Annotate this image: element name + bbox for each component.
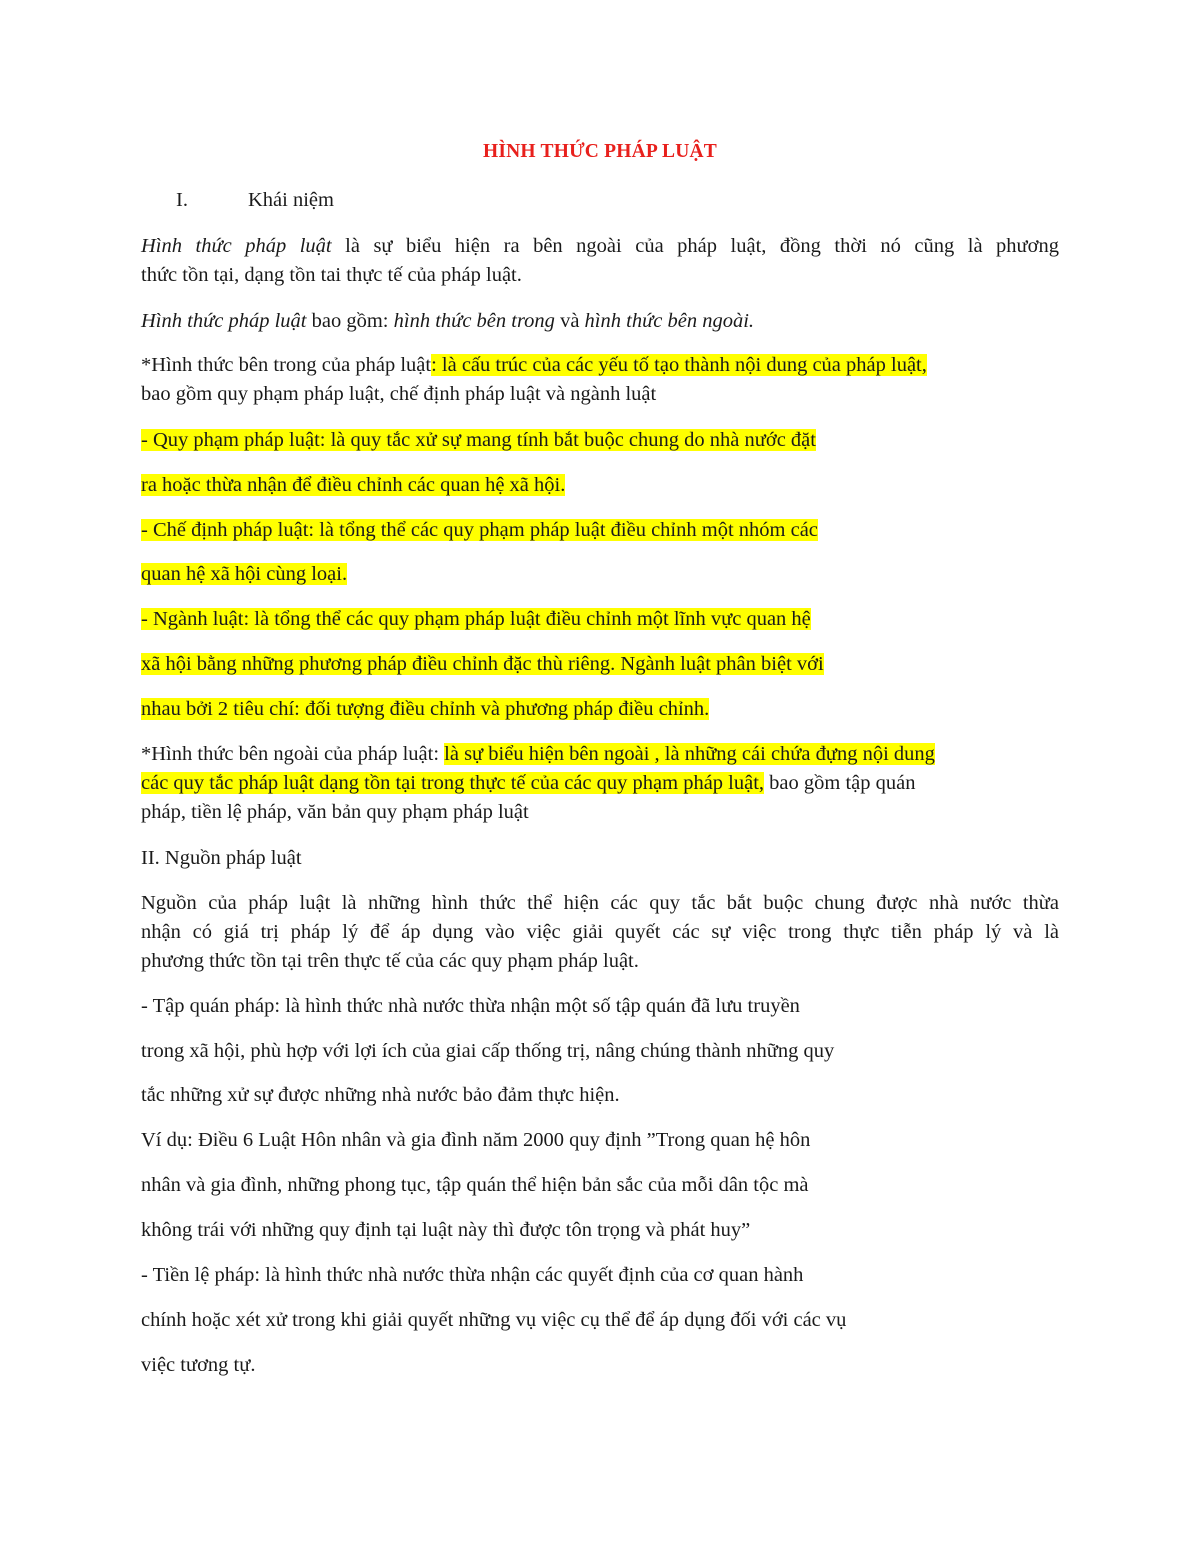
paragraph-outer-form <box>141 770 916 797</box>
paragraph-definition-line: thức tồn tại, dạng tồn tai thực tế của pháp luật. <box>141 264 522 286</box>
body-line: chính hoặc xét xử trong khi giải quyết những vụ việc cụ thể để áp dụng đối với các vụ <box>141 1309 847 1331</box>
body-line: - Tập quán pháp: là hình thức nhà nước thừa nhận một số tập quán đã lưu truyền <box>141 995 800 1017</box>
highlighted-text: quan hệ xã hội cùng loại. <box>141 563 348 585</box>
section-number: I. <box>176 189 188 211</box>
body-line: - Tiền lệ pháp: là hình thức nhà nước thừa nhận các quyết định của cơ quan hành <box>141 1264 804 1286</box>
paragraph-inner-form <box>141 352 927 379</box>
paragraph-source: phương thức tồn tại trên thực tế của các quy phạm pháp luật. <box>141 950 639 972</box>
body-line: trong xã hội, phù hợp với lợi ích của giai cấp thống trị, nâng chúng thành những quy <box>141 1040 835 1062</box>
highlighted-line <box>141 561 347 588</box>
paragraph-inner-form: bao gồm quy phạm pháp luật, chế định pháp luật và ngành luật <box>141 383 657 405</box>
highlighted-text: - Chế định pháp luật: là tổng thể các quy phạm pháp luật điều chỉnh một nhóm các <box>141 519 818 541</box>
body-line: việc tương tự. <box>141 1354 256 1376</box>
highlighted-line <box>141 517 818 544</box>
highlighted-text: ra hoặc thừa nhận để điều chỉnh các quan hệ xã hội. <box>141 474 566 496</box>
document-title: HÌNH THỨC PHÁP LUẬT <box>482 141 718 162</box>
paragraph-definition-line <box>141 233 1059 260</box>
section-heading-2: II. Nguồn pháp luật <box>141 847 302 869</box>
highlighted-text: là sự biểu hiện bên ngoài , là những cái chứa đựng nội dung <box>444 743 935 765</box>
highlighted-text: nhau bởi 2 tiêu chí: đối tượng điều chỉnh và phương pháp điều chỉnh. <box>141 698 710 720</box>
highlighted-line <box>141 696 709 723</box>
highlighted-line <box>141 472 565 499</box>
term: Hình thức pháp luật <box>141 235 332 257</box>
term: hình thức bên trong <box>393 310 555 332</box>
term: hình thức bên ngoài. <box>584 310 755 332</box>
body-line: Ví dụ: Điều 6 Luật Hôn nhân và gia đình năm 2000 quy định ”Trong quan hệ hôn <box>141 1129 811 1151</box>
paragraph-source: nhận có giá trị pháp lý để áp dụng vào việc giải quyết các sự việc trong thực tiễn pháp lý và là <box>141 921 1059 943</box>
term: Hình thức pháp luật <box>141 310 307 332</box>
section-title: Khái niệm <box>248 189 334 211</box>
text-span: bao gồm tập quán <box>764 772 916 794</box>
highlighted-text: : là cấu trúc của các yếu tố tạo thành nội dung của pháp luật, <box>431 354 927 376</box>
text-span: và <box>554 310 585 332</box>
paragraph-source: Nguồn của pháp luật là những hình thức thể hiện các quy tắc bắt buộc chung được nhà nước thừa <box>141 892 1059 914</box>
text-span: *Hình thức bên trong của pháp luật <box>141 354 432 376</box>
paragraph-outer-form: pháp, tiền lệ pháp, văn bản quy phạm pháp luật <box>141 801 529 823</box>
highlighted-line <box>141 651 824 678</box>
text-span: là sự biểu hiện ra bên ngoài của pháp luật, đồng thời nó cũng là phương <box>331 235 1059 257</box>
highlighted-text: xã hội bằng những phương pháp điều chỉnh đặc thù riêng. Ngành luật phân biệt với <box>141 653 824 675</box>
highlighted-text: - Quy phạm pháp luật: là quy tắc xử sự mang tính bắt buộc chung do nhà nước đặt <box>141 429 816 451</box>
highlighted-text: các quy tắc pháp luật dạng tồn tại trong thực tế của các quy phạm pháp luật, <box>141 772 765 794</box>
paragraph-outer-form <box>141 741 935 768</box>
body-line: không trái với những quy định tại luật này thì được tôn trọng và phát huy” <box>141 1219 751 1241</box>
body-line: tắc những xử sự được những nhà nước bảo đảm thực hiện. <box>141 1084 620 1106</box>
body-line: nhân và gia đình, những phong tục, tập quán thể hiện bản sắc của mỗi dân tộc mà <box>141 1174 809 1196</box>
highlighted-line <box>141 427 816 454</box>
highlighted-text: - Ngành luật: là tổng thể các quy phạm pháp luật điều chỉnh một lĩnh vực quan hệ <box>141 608 811 630</box>
text-span: bao gồm: <box>306 310 394 332</box>
paragraph-composition <box>141 308 754 335</box>
highlighted-line <box>141 606 811 633</box>
text-span: *Hình thức bên ngoài của pháp luật: <box>141 743 445 765</box>
